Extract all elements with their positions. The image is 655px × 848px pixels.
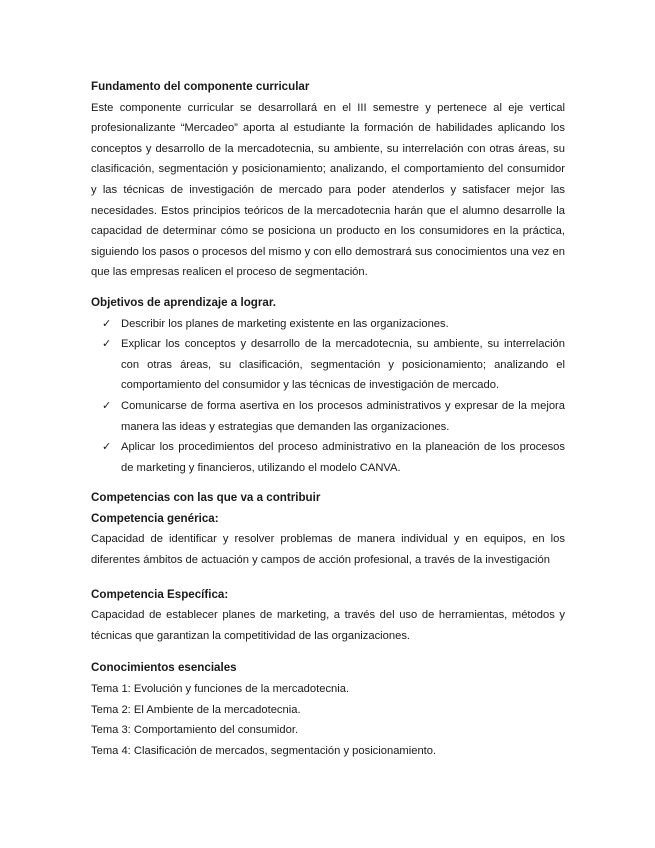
objetivo-text: Describir los planes de marketing existente en las organizaciones. [121,317,449,330]
tema-item: Tema 2: El Ambiente de la mercadotecnia. [91,703,301,716]
list-item [91,437,565,478]
checkmark-icon: ✓ [102,338,112,351]
fundamento-heading: Fundamento del componente curricular [91,80,310,93]
competencias-heading: Competencias con las que va a contribuir [91,491,321,505]
tema-item: Tema 1: Evolución y funciones de la mercadotecnia. [91,683,350,696]
document-content [91,77,565,761]
list-item [91,396,565,437]
tema-item: Tema 3: Comportamiento del consumidor. [91,724,299,737]
fundamento-paragraph: Este componente curricular se desarrollará en el III semestre y pertenece al eje vertical profesionalizante “Mercadeo” aporta al estudiante la formación de habilidades aplicando los conceptos y desarrollo de la mercadotecnia, su ambiente, su interrelación con otras áreas, su clasificación, segmentación y posicionamiento; analizando, el comportamiento del consumidor y las técnicas de investigación de mercado para poder atenderlos y satisfacer mejor las necesidades. Estos principios teóricos de la mercadotecnia harán que el alumno desarrolle la capacidad de determinar cómo se posiciona un producto en los consumidores en la práctica, siguiendo los pasos o procesos del mismo y con ello demostrará sus conocimientos una vez en que las empresas realicen el proceso de segmentación. [91,101,565,279]
competencia-generica-heading: Competencia genérica: [91,511,219,525]
checkmark-icon: ✓ [102,399,112,412]
conocimientos-heading: Conocimientos esenciales [91,661,237,675]
checkmark-icon: ✓ [102,441,112,454]
objetivo-text: Aplicar los procedimientos del proceso administrativo en la planeación de los procesos de marketing y financieros, utilizando el modelo CANVA. [121,441,565,474]
competencia-especifica-text: Capacidad de establecer planes de marketing, a través del uso de herramientas, métodos y técnicas que garantizan la competitividad de las organizaciones. [91,609,565,642]
checkmark-icon: ✓ [102,317,112,330]
competencia-especifica-heading: Competencia Específica: [91,587,229,601]
competencia-generica-text: Capacidad de identificar y resolver problemas de manera individual y en equipos, en los diferentes ámbitos de actuación y campos de acción profesional, a través de la investigación [91,533,565,567]
list-item [91,314,565,335]
objetivo-text: Comunicarse de forma asertiva en los procesos administrativos y expresar de la mejora manera las ideas y estrategias que demanden las organizaciones. [121,399,565,433]
tema-item: Tema 4: Clasificación de mercados, segmentación y posicionamiento. [91,744,437,757]
objetivos-heading: Objetivos de aprendizaje a lograr. [91,295,276,309]
objetivos-list [91,314,565,479]
objetivo-text: Explicar los conceptos y desarrollo de la mercadotecnia, su ambiente, su interrelación con otras áreas, su clasificación, segmentación y posicionamiento; analizando el comportamiento del consumidor y las técnicas de investigación de mercado. [121,338,565,392]
list-item [91,334,565,396]
